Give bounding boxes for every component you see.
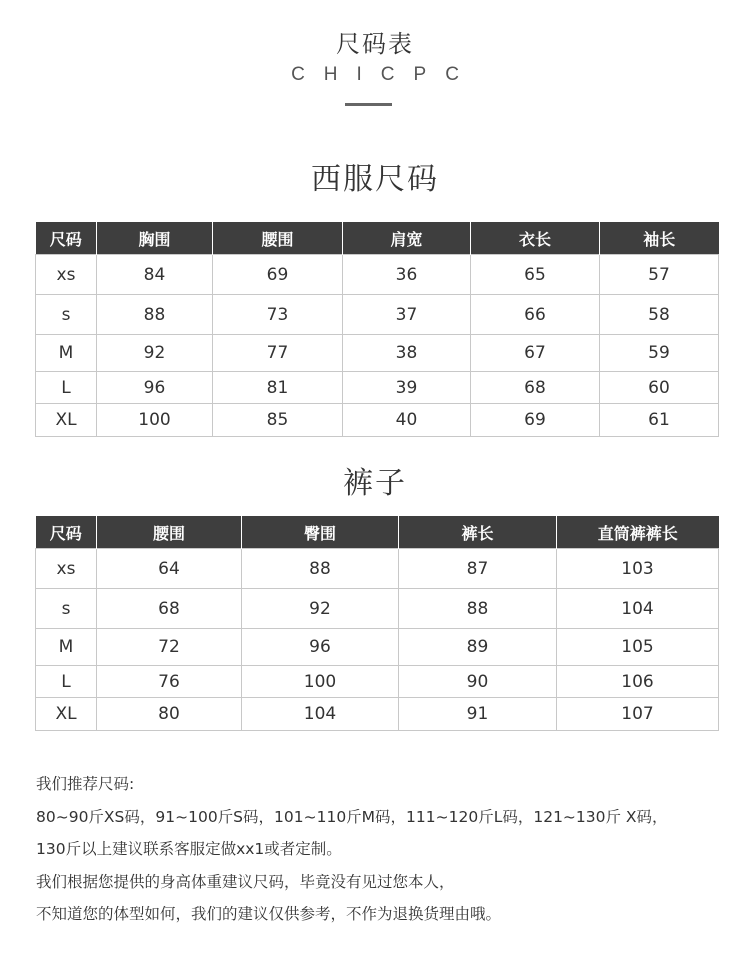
table-cell: 100: [97, 404, 213, 437]
suit-col-sleeve: 袖长: [600, 222, 719, 255]
table-row: [36, 698, 719, 731]
table-cell: xs: [36, 549, 97, 589]
title-divider: [345, 103, 392, 106]
notes-line: 80~90斤XS码，91~100斤S码，101~110斤M码，111~120斤L码，121~130斤 X码，: [36, 807, 668, 826]
table-cell: 73: [213, 295, 343, 335]
notes-heading: 我们推荐尺码:: [36, 775, 135, 793]
table-cell: M: [36, 335, 97, 372]
table-row: [36, 589, 719, 629]
pants-size-table: [35, 516, 719, 731]
pants-table-header: [36, 516, 719, 549]
pants-col-length: 裤长: [399, 516, 557, 549]
table-cell: L: [36, 372, 97, 404]
table-cell: 38: [343, 335, 471, 372]
table-cell: 36: [343, 255, 471, 295]
pants-col-straight-length: 直筒裤裤长: [557, 516, 719, 549]
suit-col-waist: 腰围: [213, 222, 343, 255]
pants-col-waist: 腰围: [97, 516, 242, 549]
table-cell: 89: [399, 629, 557, 666]
notes-line: 不知道您的体型如何，我们的建议仅供参考，不作为退换货理由哦。: [36, 905, 502, 923]
table-cell: 67: [471, 335, 600, 372]
suit-col-size: 尺码: [36, 222, 97, 255]
table-cell: 96: [97, 372, 213, 404]
table-cell: 92: [97, 335, 213, 372]
table-cell: 64: [97, 549, 242, 589]
table-cell: 91: [399, 698, 557, 731]
table-cell: s: [36, 589, 97, 629]
notes-line: 我们根据您提供的身高体重建议尺码，毕竟没有见过您本人，: [36, 872, 455, 891]
table-row: [36, 629, 719, 666]
table-cell: 60: [600, 372, 719, 404]
table-cell: 88: [399, 589, 557, 629]
table-cell: 80: [97, 698, 242, 731]
table-cell: 69: [213, 255, 343, 295]
table-cell: 76: [97, 666, 242, 698]
pants-section-title: 裤子: [343, 466, 407, 501]
table-row: [36, 666, 719, 698]
table-cell: 40: [343, 404, 471, 437]
page-title: 尺码表: [336, 30, 414, 58]
suit-col-chest: 胸围: [97, 222, 213, 255]
table-cell: 58: [600, 295, 719, 335]
table-cell: 104: [557, 589, 719, 629]
pants-col-size: 尺码: [36, 516, 97, 549]
table-row: [36, 335, 719, 372]
table-cell: 92: [242, 589, 399, 629]
table-cell: 85: [213, 404, 343, 437]
table-row: [36, 372, 719, 404]
table-row: [36, 255, 719, 295]
table-cell: 88: [242, 549, 399, 589]
table-cell: 68: [97, 589, 242, 629]
table-cell: 65: [471, 255, 600, 295]
brand-name: CHICPC: [291, 64, 478, 85]
table-cell: 57: [600, 255, 719, 295]
suit-col-length: 衣长: [471, 222, 600, 255]
table-row: [36, 549, 719, 589]
suit-size-table: [35, 222, 719, 437]
table-cell: 81: [213, 372, 343, 404]
table-cell: 37: [343, 295, 471, 335]
table-cell: 69: [471, 404, 600, 437]
table-row: [36, 295, 719, 335]
size-recommendation-notes: [36, 768, 748, 931]
table-cell: 66: [471, 295, 600, 335]
table-cell: 103: [557, 549, 719, 589]
table-cell: xs: [36, 255, 97, 295]
table-cell: M: [36, 629, 97, 666]
table-cell: 107: [557, 698, 719, 731]
notes-line: 130斤以上建议联系客服定做xx1或者定制。: [36, 840, 342, 858]
table-cell: 87: [399, 549, 557, 589]
table-cell: XL: [36, 698, 97, 731]
table-cell: 100: [242, 666, 399, 698]
table-cell: 84: [97, 255, 213, 295]
suit-col-shoulder: 肩宽: [343, 222, 471, 255]
table-cell: 106: [557, 666, 719, 698]
table-cell: XL: [36, 404, 97, 437]
table-cell: 90: [399, 666, 557, 698]
pants-col-hip: 臀围: [242, 516, 399, 549]
table-cell: 77: [213, 335, 343, 372]
table-cell: 61: [600, 404, 719, 437]
table-cell: 68: [471, 372, 600, 404]
table-cell: 105: [557, 629, 719, 666]
table-cell: 39: [343, 372, 471, 404]
table-cell: 59: [600, 335, 719, 372]
table-cell: 104: [242, 698, 399, 731]
table-cell: s: [36, 295, 97, 335]
suit-section-title: 西服尺码: [311, 162, 439, 197]
table-row: [36, 404, 719, 437]
table-cell: 72: [97, 629, 242, 666]
table-cell: 96: [242, 629, 399, 666]
suit-table-header: [36, 222, 719, 255]
table-cell: L: [36, 666, 97, 698]
table-cell: 88: [97, 295, 213, 335]
